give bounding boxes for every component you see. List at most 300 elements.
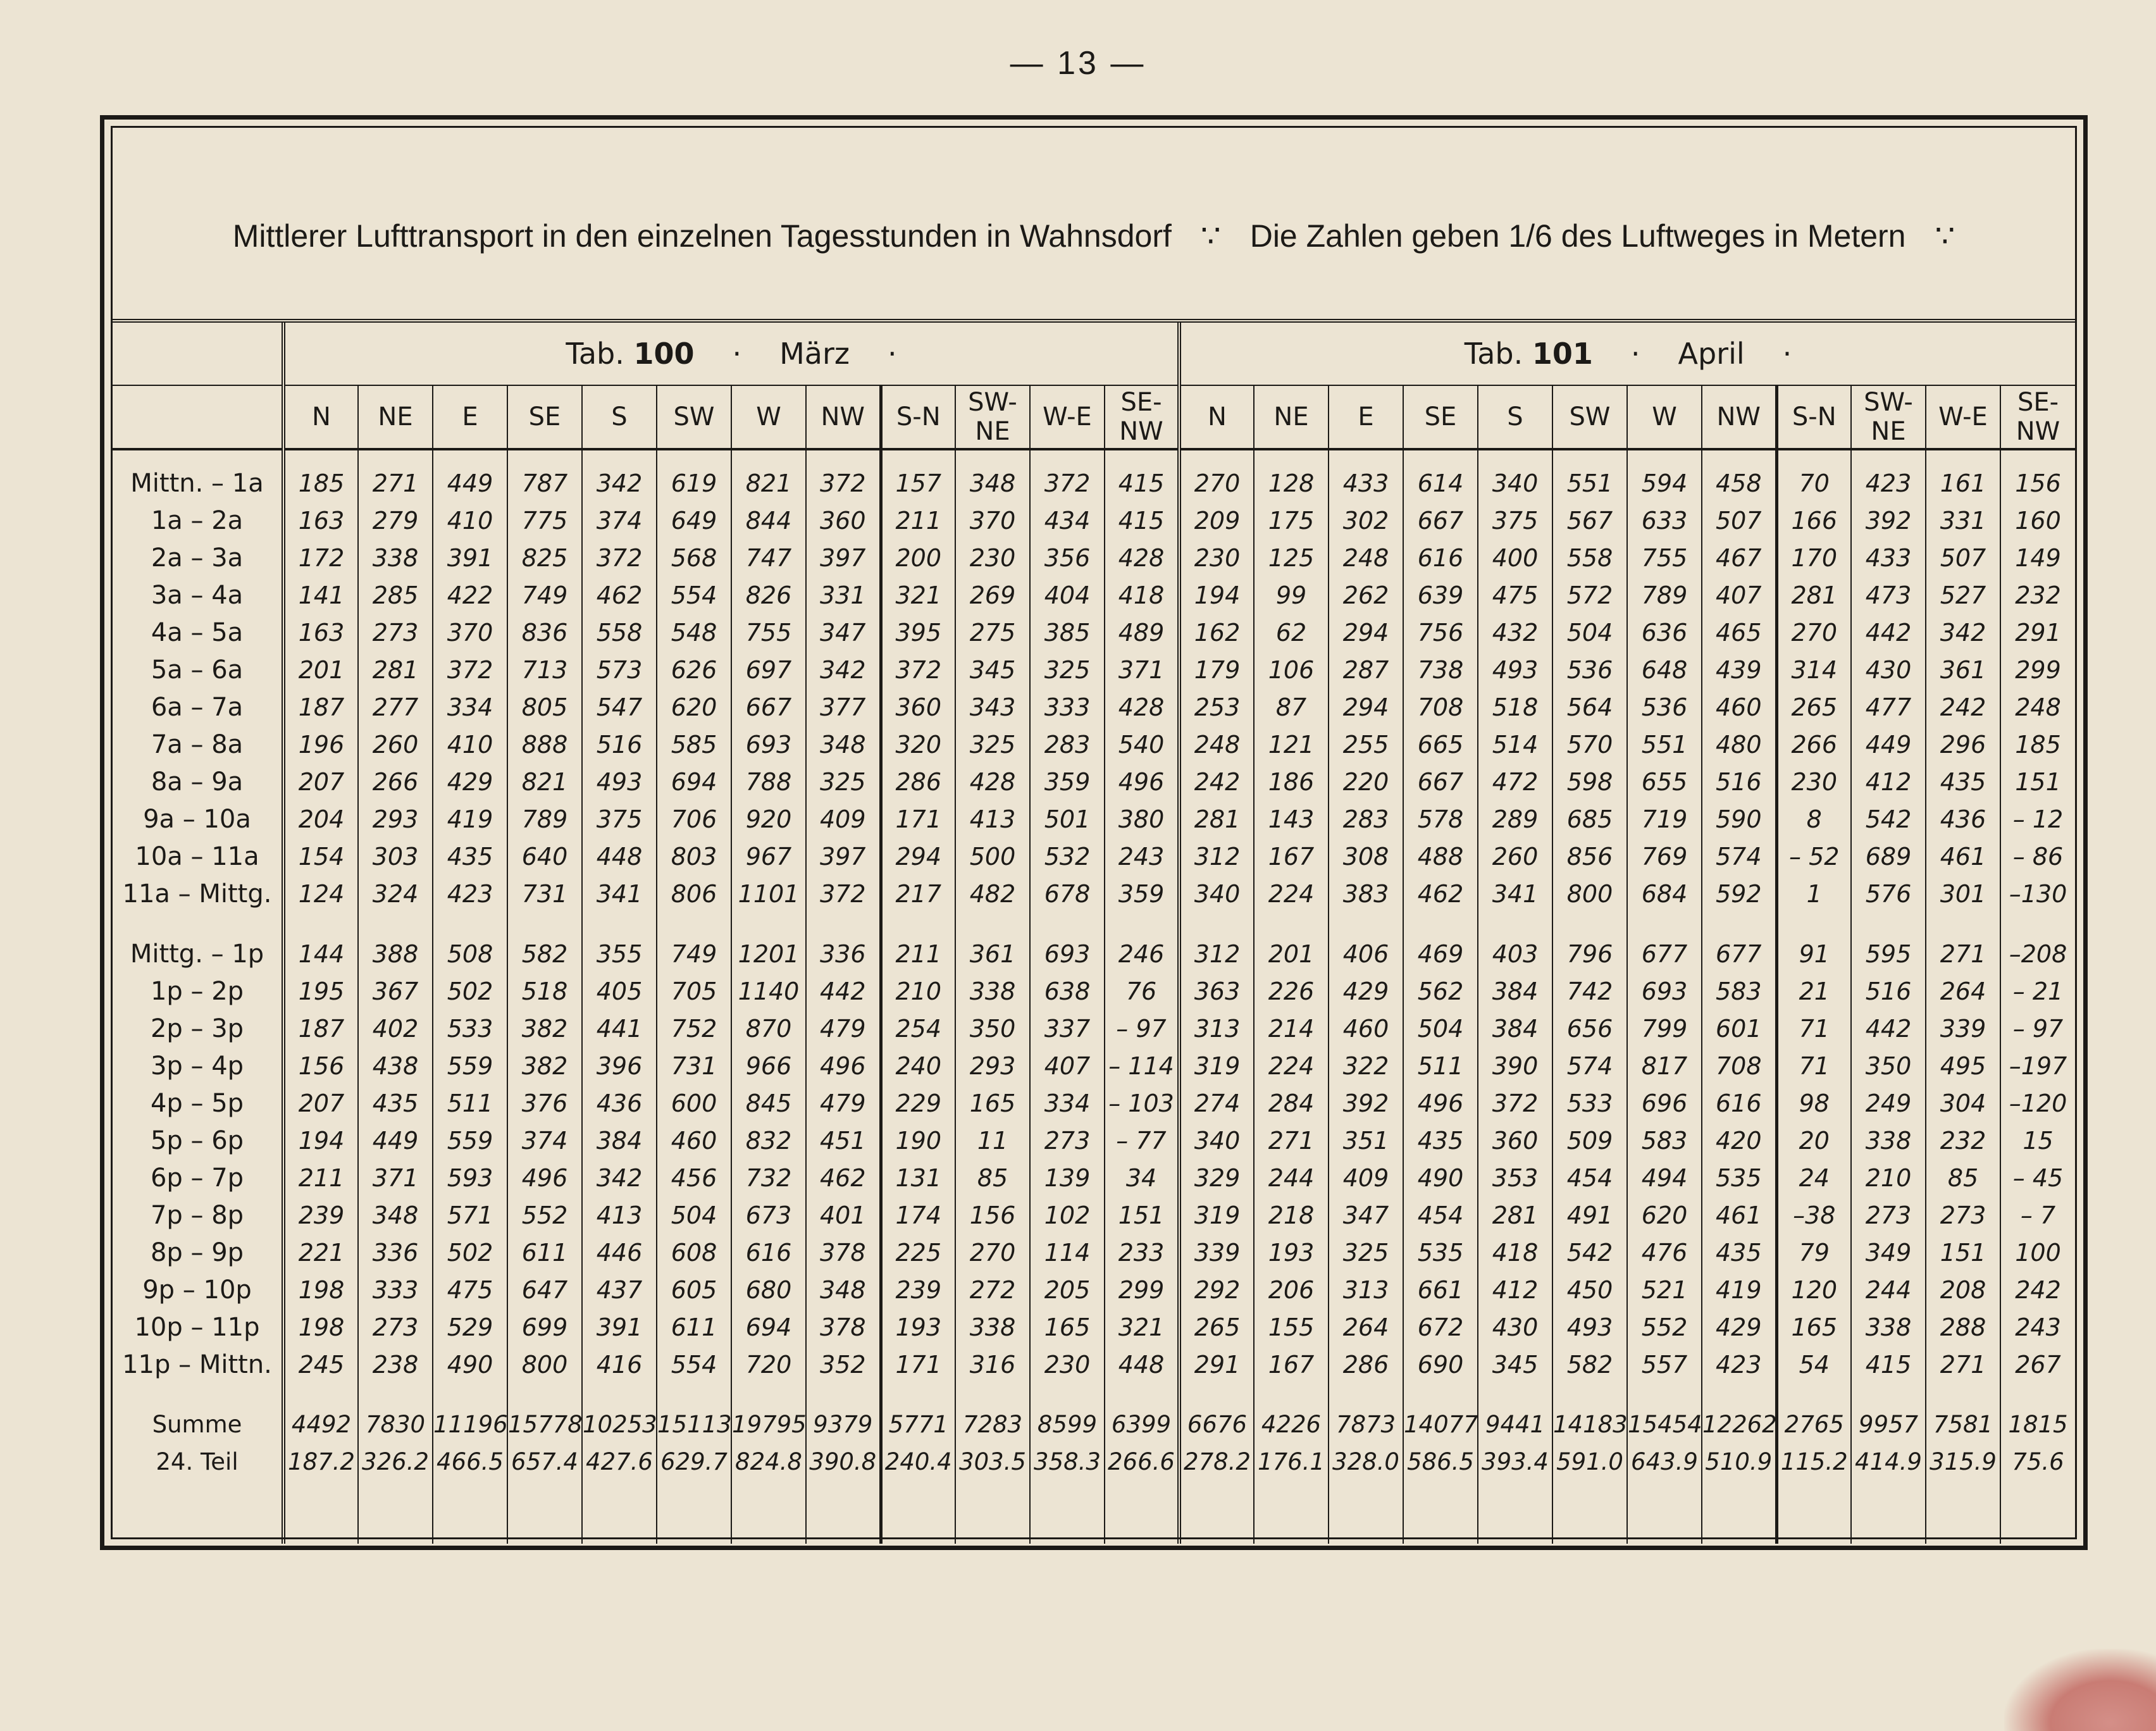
- march-cell: 6399: [1105, 1406, 1179, 1443]
- march-cell: 320: [881, 726, 955, 763]
- april-cell: 270: [1776, 614, 1851, 651]
- march-cell: 732: [731, 1159, 806, 1196]
- april-cell: 160: [2000, 502, 2075, 539]
- april-cell: 338: [1851, 1122, 1926, 1159]
- march-cell: 239: [283, 1196, 358, 1234]
- march-cell: 230: [955, 539, 1030, 576]
- april-cell: 567: [1552, 502, 1627, 539]
- march-dot-2: ·: [888, 337, 897, 371]
- march-cell: 4492: [283, 1406, 358, 1443]
- april-cell: 264: [1926, 972, 2000, 1010]
- march-cell: 273: [358, 614, 433, 651]
- march-cell: 325: [955, 726, 1030, 763]
- march-cell: – 103: [1105, 1084, 1179, 1122]
- april-cell: 170: [1776, 539, 1851, 576]
- march-cell: 533: [433, 1010, 507, 1047]
- march-cell: 482: [955, 875, 1030, 912]
- march-cell: 211: [283, 1159, 358, 1196]
- march-cell: 361: [955, 935, 1030, 972]
- march-cell: 416: [582, 1346, 657, 1383]
- march-cell: 342: [582, 449, 657, 502]
- april-cell: 384: [1478, 972, 1552, 1010]
- april-cell: 542: [1851, 800, 1926, 838]
- april-cell: 592: [1702, 875, 1776, 912]
- direction-header: S: [582, 385, 657, 449]
- march-cell: 448: [582, 838, 657, 875]
- table-row: [113, 1271, 2075, 1308]
- april-cell: 496: [1403, 1084, 1478, 1122]
- april-cell: 281: [1179, 800, 1254, 838]
- table-inner-frame: [111, 126, 2077, 1539]
- march-cell: 446: [582, 1234, 657, 1271]
- march-cell: 342: [582, 1159, 657, 1196]
- march-cell: 114: [1030, 1234, 1105, 1271]
- march-cell: 493: [582, 763, 657, 800]
- table-row: [113, 1122, 2075, 1159]
- march-cell: 187: [283, 688, 358, 726]
- april-cell: 319: [1179, 1196, 1254, 1234]
- march-cell: 141: [283, 576, 358, 614]
- april-cell: 12262: [1702, 1406, 1776, 1443]
- march-cell: 144: [283, 935, 358, 972]
- april-cell: 338: [1851, 1308, 1926, 1346]
- direction-header: NE: [358, 385, 433, 449]
- april-cell: 2765: [1776, 1406, 1851, 1443]
- march-cell: 824.8: [731, 1443, 806, 1480]
- april-cell: 454: [1403, 1196, 1478, 1234]
- march-cell: 378: [806, 1234, 881, 1271]
- march-cell: 490: [433, 1346, 507, 1383]
- april-cell: 265: [1179, 1308, 1254, 1346]
- april-cell: 442: [1851, 614, 1926, 651]
- table-row: [113, 539, 2075, 576]
- march-cell: 275: [955, 614, 1030, 651]
- march-cell: 293: [358, 800, 433, 838]
- april-cell: 319: [1179, 1047, 1254, 1084]
- row-label: 1a – 2a: [151, 506, 244, 535]
- table-row: [113, 449, 2075, 502]
- row-label: 24. Teil: [156, 1448, 239, 1475]
- march-cell: – 114: [1105, 1047, 1179, 1084]
- april-cell: –130: [2000, 875, 2075, 912]
- april-cell: 435: [1926, 763, 2000, 800]
- march-cell: 230: [1030, 1346, 1105, 1383]
- march-cell: 593: [433, 1159, 507, 1196]
- april-cell: 341: [1478, 875, 1552, 912]
- april-cell: 363: [1179, 972, 1254, 1010]
- april-cell: 684: [1627, 875, 1702, 912]
- april-cell: 296: [1926, 726, 2000, 763]
- april-cell: 287: [1329, 651, 1403, 688]
- april-cell: 491: [1552, 1196, 1627, 1234]
- march-cell: 151: [1105, 1196, 1179, 1234]
- march-cell: 5771: [881, 1406, 955, 1443]
- april-cell: 583: [1627, 1122, 1702, 1159]
- april-cell: 206: [1254, 1271, 1329, 1308]
- april-cell: 9441: [1478, 1406, 1552, 1443]
- april-cell: – 21: [2000, 972, 2075, 1010]
- april-cell: 460: [1702, 688, 1776, 726]
- april-cell: 312: [1179, 838, 1254, 875]
- april-cell: 586.5: [1403, 1443, 1478, 1480]
- march-cell: 548: [657, 614, 731, 651]
- march-cell: 787: [507, 449, 582, 502]
- march-cell: 678: [1030, 875, 1105, 912]
- march-cell: – 77: [1105, 1122, 1179, 1159]
- march-cell: 800: [507, 1346, 582, 1383]
- table-body: [113, 449, 2075, 1544]
- april-dot-2: ·: [1782, 337, 1792, 371]
- april-cell: 106: [1254, 651, 1329, 688]
- april-cell: 313: [1329, 1271, 1403, 1308]
- row-label: 10p – 11p: [134, 1312, 260, 1342]
- march-cell: 496: [507, 1159, 582, 1196]
- march-cell: 200: [881, 539, 955, 576]
- april-cell: 248: [2000, 688, 2075, 726]
- march-cell: 367: [358, 972, 433, 1010]
- march-cell: 350: [955, 1010, 1030, 1047]
- april-cell: 799: [1627, 1010, 1702, 1047]
- march-cell: 436: [582, 1084, 657, 1122]
- april-cell: 454: [1552, 1159, 1627, 1196]
- april-cell: 1815: [2000, 1406, 2075, 1443]
- april-cell: 347: [1329, 1196, 1403, 1234]
- direction-header: SE-NW: [2000, 385, 2075, 449]
- april-cell: 598: [1552, 763, 1627, 800]
- march-cell: 316: [955, 1346, 1030, 1383]
- march-cell: 343: [955, 688, 1030, 726]
- april-cell: 14077: [1403, 1406, 1478, 1443]
- april-cell: 9957: [1851, 1406, 1926, 1443]
- april-cell: 201: [1254, 935, 1329, 972]
- march-cell: 616: [731, 1234, 806, 1271]
- march-cell: 165: [1030, 1308, 1105, 1346]
- march-cell: 428: [1105, 688, 1179, 726]
- march-cell: 7283: [955, 1406, 1030, 1443]
- april-cell: 7581: [1926, 1406, 2000, 1443]
- april-cell: 340: [1478, 449, 1552, 502]
- caption-separator-end: ∵: [1935, 218, 1955, 254]
- march-cell: 360: [881, 688, 955, 726]
- march-cell: 372: [582, 539, 657, 576]
- row-label: 6p – 7p: [150, 1163, 244, 1193]
- april-cell: 372: [1478, 1084, 1552, 1122]
- april-cell: 249: [1851, 1084, 1926, 1122]
- march-cell: 462: [582, 576, 657, 614]
- march-cell: 338: [955, 1308, 1030, 1346]
- march-cell: 372: [806, 875, 881, 912]
- april-month-name: April: [1678, 337, 1745, 371]
- march-cell: 293: [955, 1047, 1030, 1084]
- april-cell: 156: [2000, 449, 2075, 502]
- april-cell: 536: [1552, 651, 1627, 688]
- march-cell: 233: [1105, 1234, 1179, 1271]
- april-cell: 71: [1776, 1047, 1851, 1084]
- march-cell: 582: [507, 935, 582, 972]
- april-cell: 71: [1776, 1010, 1851, 1047]
- march-cell: 435: [433, 838, 507, 875]
- march-cell: 600: [657, 1084, 731, 1122]
- march-cell: 611: [657, 1308, 731, 1346]
- march-cell: 325: [1030, 651, 1105, 688]
- march-cell: 271: [358, 449, 433, 502]
- march-cell: 554: [657, 1346, 731, 1383]
- april-cell: 542: [1552, 1234, 1627, 1271]
- april-cell: 299: [2000, 651, 2075, 688]
- march-cell: 211: [881, 935, 955, 972]
- april-cell: 601: [1702, 1010, 1776, 1047]
- april-cell: 551: [1552, 449, 1627, 502]
- april-cell: 70: [1776, 449, 1851, 502]
- march-cell: 359: [1105, 875, 1179, 912]
- april-cell: 383: [1329, 875, 1403, 912]
- april-cell: 656: [1552, 1010, 1627, 1047]
- april-cell: 423: [1702, 1346, 1776, 1383]
- march-cell: 217: [881, 875, 955, 912]
- thumb-finger: [2004, 1649, 2156, 1731]
- april-cell: 264: [1329, 1308, 1403, 1346]
- april-cell: 620: [1627, 1196, 1702, 1234]
- march-cell: 240.4: [881, 1443, 955, 1480]
- april-cell: 430: [1851, 651, 1926, 688]
- april-cell: 6676: [1179, 1406, 1254, 1443]
- april-cell: 120: [1776, 1271, 1851, 1308]
- april-cell: 412: [1851, 763, 1926, 800]
- march-cell: 372: [881, 651, 955, 688]
- march-cell: 270: [955, 1234, 1030, 1271]
- april-cell: 210: [1851, 1159, 1926, 1196]
- april-cell: 291: [1179, 1346, 1254, 1383]
- march-cell: 246: [1105, 935, 1179, 972]
- row-label: 8a – 9a: [151, 767, 244, 797]
- april-cell: 516: [1702, 763, 1776, 800]
- march-cell: 266: [358, 763, 433, 800]
- march-cell: 832: [731, 1122, 806, 1159]
- row-label: Mittg. – 1p: [130, 939, 264, 969]
- april-cell: 677: [1627, 935, 1702, 972]
- march-cell: 540: [1105, 726, 1179, 763]
- march-cell: 502: [433, 1234, 507, 1271]
- march-cell: 131: [881, 1159, 955, 1196]
- april-cell: 643.9: [1627, 1443, 1702, 1480]
- march-cell: 333: [1030, 688, 1105, 726]
- march-cell: 649: [657, 502, 731, 539]
- april-cell: 302: [1329, 502, 1403, 539]
- april-cell: 143: [1254, 800, 1329, 838]
- april-cell: 461: [1702, 1196, 1776, 1234]
- march-cell: 342: [806, 651, 881, 688]
- april-cell: 738: [1403, 651, 1478, 688]
- direction-header: SE: [507, 385, 582, 449]
- march-cell: 747: [731, 539, 806, 576]
- april-cell: 558: [1552, 539, 1627, 576]
- april-cell: – 86: [2000, 838, 2075, 875]
- air-transport-table: [113, 323, 2075, 1544]
- april-cell: 308: [1329, 838, 1403, 875]
- april-cell: 281: [1776, 576, 1851, 614]
- march-cell: 749: [507, 576, 582, 614]
- march-cell: 693: [731, 726, 806, 763]
- march-cell: 870: [731, 1010, 806, 1047]
- march-cell: 552: [507, 1196, 582, 1234]
- april-cell: 667: [1403, 502, 1478, 539]
- march-cell: 34: [1105, 1159, 1179, 1196]
- march-cell: 356: [1030, 539, 1105, 576]
- march-cell: 407: [1030, 1047, 1105, 1084]
- march-cell: 371: [358, 1159, 433, 1196]
- april-cell: 248: [1179, 726, 1254, 763]
- april-cell: 167: [1254, 1346, 1329, 1383]
- april-cell: 461: [1926, 838, 2000, 875]
- april-cell: 582: [1552, 1346, 1627, 1383]
- march-cell: 382: [507, 1010, 582, 1047]
- table-row: [113, 688, 2075, 726]
- row-label: 9a – 10a: [143, 804, 251, 834]
- march-cell: 229: [881, 1084, 955, 1122]
- april-cell: 490: [1403, 1159, 1478, 1196]
- march-cell: 620: [657, 688, 731, 726]
- direction-header: NW: [1702, 385, 1776, 449]
- row-label: 6a – 7a: [151, 692, 244, 722]
- table-row: [113, 1443, 2075, 1480]
- april-cell: 218: [1254, 1196, 1329, 1234]
- march-cell: 449: [433, 449, 507, 502]
- march-cell: 821: [731, 449, 806, 502]
- march-cell: 413: [955, 800, 1030, 838]
- april-cell: 255: [1329, 726, 1403, 763]
- april-cell: 20: [1776, 1122, 1851, 1159]
- direction-header: SE: [1403, 385, 1478, 449]
- april-cell: 518: [1478, 688, 1552, 726]
- march-cell: 496: [806, 1047, 881, 1084]
- march-cell: 377: [806, 688, 881, 726]
- row-label: 3p – 4p: [150, 1051, 244, 1081]
- row-label: 11a – Mittg.: [122, 879, 272, 909]
- row-label: 9p – 10p: [142, 1275, 252, 1305]
- april-cell: 167: [1254, 838, 1329, 875]
- april-cell: 175: [1254, 502, 1329, 539]
- march-cell: 195: [283, 972, 358, 1010]
- april-cell: 340: [1179, 875, 1254, 912]
- table-caption: [113, 128, 2075, 323]
- march-cell: 382: [507, 1047, 582, 1084]
- march-cell: 201: [283, 651, 358, 688]
- march-cell: 826: [731, 576, 806, 614]
- march-cell: 608: [657, 1234, 731, 1271]
- april-cell: 475: [1478, 576, 1552, 614]
- march-cell: 611: [507, 1234, 582, 1271]
- row-label: 7a – 8a: [151, 729, 244, 759]
- march-cell: 205: [1030, 1271, 1105, 1308]
- march-cell: 479: [806, 1084, 881, 1122]
- march-cell: 388: [358, 935, 433, 972]
- april-cell: 570: [1552, 726, 1627, 763]
- march-cell: 501: [1030, 800, 1105, 838]
- march-cell: 568: [657, 539, 731, 576]
- direction-header: SW: [657, 385, 731, 449]
- march-cell: 805: [507, 688, 582, 726]
- march-cell: 7830: [358, 1406, 433, 1443]
- march-cell: 273: [1030, 1122, 1105, 1159]
- april-cell: 289: [1478, 800, 1552, 838]
- april-cell: 267: [2000, 1346, 2075, 1383]
- april-cell: 392: [1851, 502, 1926, 539]
- march-cell: 294: [881, 838, 955, 875]
- april-cell: 345: [1478, 1346, 1552, 1383]
- april-cell: –208: [2000, 935, 2075, 972]
- march-cell: 720: [731, 1346, 806, 1383]
- march-cell: 355: [582, 935, 657, 972]
- march-cell: 788: [731, 763, 806, 800]
- march-cell: 845: [731, 1084, 806, 1122]
- march-cell: 404: [1030, 576, 1105, 614]
- march-cell: 410: [433, 502, 507, 539]
- april-cell: 353: [1478, 1159, 1552, 1196]
- april-cell: 460: [1329, 1010, 1403, 1047]
- april-cell: 672: [1403, 1308, 1478, 1346]
- april-cell: 590: [1702, 800, 1776, 838]
- table-row: [113, 1406, 2075, 1443]
- april-cell: 85: [1926, 1159, 2000, 1196]
- march-cell: 395: [881, 614, 955, 651]
- march-cell: 442: [806, 972, 881, 1010]
- april-cell: 8: [1776, 800, 1851, 838]
- april-cell: 409: [1329, 1159, 1403, 1196]
- march-cell: 187: [283, 1010, 358, 1047]
- april-cell: 564: [1552, 688, 1627, 726]
- april-cell: 253: [1179, 688, 1254, 726]
- april-cell: 349: [1851, 1234, 1926, 1271]
- table-row: [113, 576, 2075, 614]
- march-cell: 15778: [507, 1406, 582, 1443]
- april-cell: 665: [1403, 726, 1478, 763]
- april-cell: 756: [1403, 614, 1478, 651]
- april-cell: 719: [1627, 800, 1702, 838]
- table-row: [113, 800, 2075, 838]
- april-cell: 325: [1329, 1234, 1403, 1271]
- april-cell: 194: [1179, 576, 1254, 614]
- april-cell: 493: [1552, 1308, 1627, 1346]
- april-cell: 433: [1851, 539, 1926, 576]
- direction-header: W-E: [1926, 385, 2000, 449]
- march-cell: 331: [806, 576, 881, 614]
- april-cell: 595: [1851, 935, 1926, 972]
- march-cell: 397: [806, 539, 881, 576]
- april-cell: 403: [1478, 935, 1552, 972]
- row-label: 3a – 4a: [151, 580, 244, 610]
- direction-header: NE: [1254, 385, 1329, 449]
- march-cell: 370: [955, 502, 1030, 539]
- march-cell: 697: [731, 651, 806, 688]
- april-cell: 283: [1329, 800, 1403, 838]
- row-label: 7p – 8p: [150, 1200, 244, 1230]
- april-cell: 494: [1627, 1159, 1702, 1196]
- april-cell: 230: [1179, 539, 1254, 576]
- table-row: [113, 1084, 2075, 1122]
- march-cell: 391: [433, 539, 507, 576]
- table-row: [113, 935, 2075, 972]
- march-cell: 629.7: [657, 1443, 731, 1480]
- march-cell: 321: [881, 576, 955, 614]
- april-cell: 75.6: [2000, 1443, 2075, 1480]
- april-cell: 15: [2000, 1122, 2075, 1159]
- direction-header: SW: [1552, 385, 1627, 449]
- april-cell: 314: [1776, 651, 1851, 688]
- april-cell: 616: [1702, 1084, 1776, 1122]
- direction-header: S-N: [1776, 385, 1851, 449]
- april-cell: 473: [1851, 576, 1926, 614]
- april-cell: 361: [1926, 651, 2000, 688]
